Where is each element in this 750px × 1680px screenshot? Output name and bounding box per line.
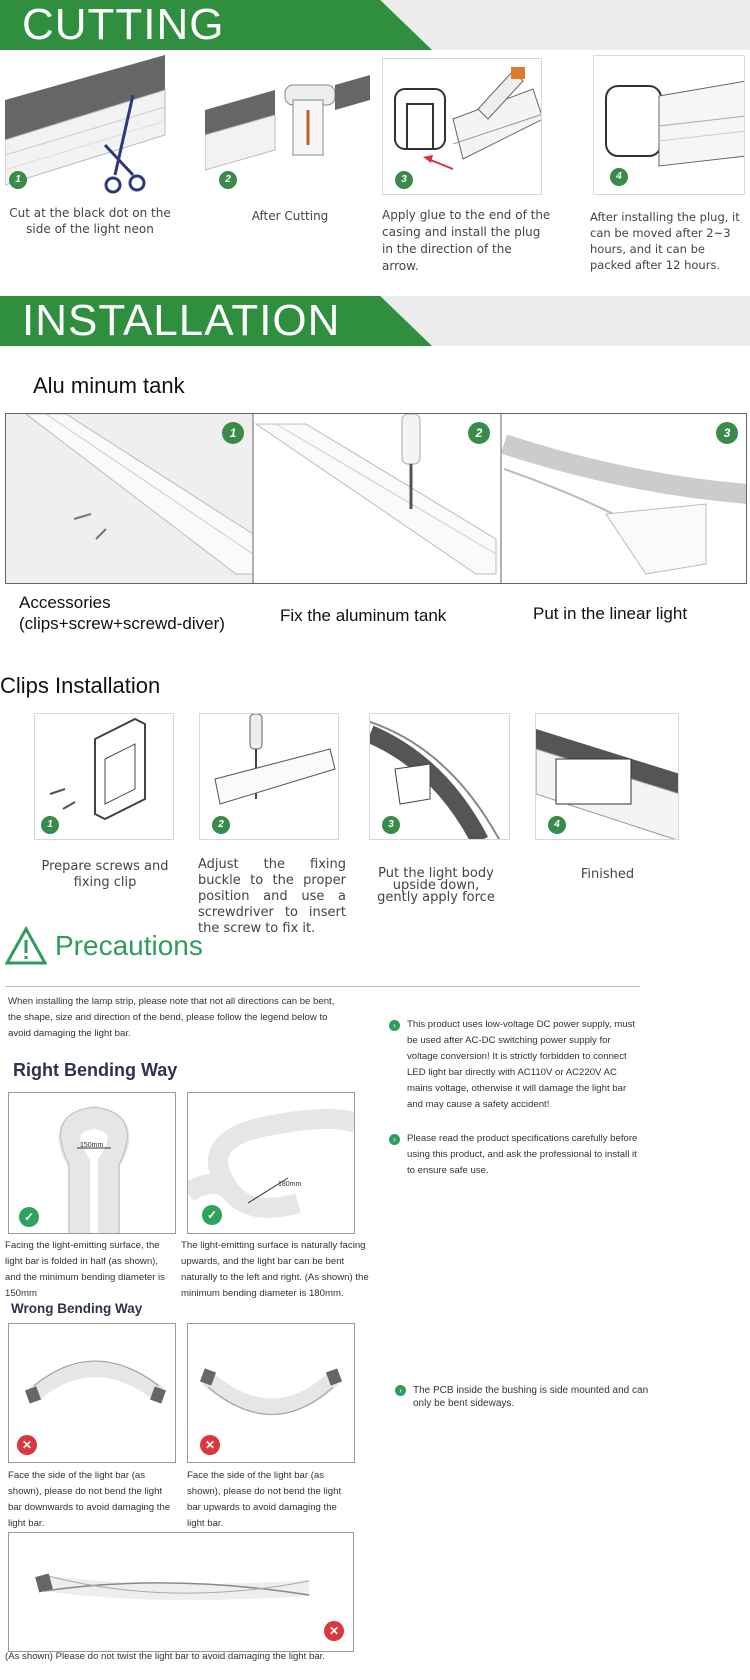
clips-step-3-image [369,713,510,840]
clips-step-1-caption: Prepare screws and fixing clip [41,859,169,890]
clips-step-1-image [34,713,174,840]
clips-step-3-caption: Put the light body upside down, gently apply force [377,866,495,905]
installation-banner [0,296,750,346]
note-3-text: The PCB inside the bushing is side mounted and can only be bent sideways. [413,1385,649,1409]
cutting-step-4-number: 4 [610,168,628,186]
cutting-step-2-number: 2 [219,171,237,189]
check-icon: ✓ [202,1205,222,1225]
clips-step-2-number: 2 [212,816,230,834]
alu-step-2-number: 2 [468,422,490,444]
right-bending-heading: Right Bending Way [13,1060,178,1080]
cross-icon: ✕ [17,1435,37,1455]
twist-caption: (As shown) Please do not twist the light bar to avoid damaging the light bar. [5,1651,325,1662]
clips-step-4-number: 4 [548,816,566,834]
installation-title: INSTALLATION [22,296,341,345]
clips-step-2-image [199,713,339,840]
note-1 [389,1017,639,1113]
cutting-step-1-number: 1 [9,171,27,189]
cutting-title: CUTTING [22,0,225,49]
clips-step-4-image [535,713,679,840]
bullet-icon: › [389,1020,400,1031]
clips-step-4-caption: Finished [580,867,635,882]
cutting-step-3-image [382,58,542,195]
clips-step-2-caption: Adjust the fixing buckle to the proper position and use a screwdriver to insert the screw to fix it. [198,857,346,936]
note-3 [395,1384,655,1410]
clips-step-3-number: 3 [382,816,400,834]
cutting-step-1-image [5,55,170,195]
cross-icon: ✕ [200,1435,220,1455]
cutting-step-4-image [593,55,745,195]
bullet-icon: › [395,1385,406,1396]
wrong-bend-2-caption: Face the side of the light bar (as shown), please do not bend the light bar upwards to avoid damaging the light bar. [187,1470,342,1529]
cutting-step-3-caption: Apply glue to the end of the casing and install the plug in the direction of the arrow. [382,208,551,273]
right-bend-2-label: 180mm [278,1181,302,1188]
right-bend-2-image [187,1092,355,1234]
cross-icon: ✕ [324,1621,344,1641]
cutting-step-1-caption: Cut at the black dot on the side of the light neon [9,206,171,236]
alu-step-3-caption: Put in the linear light [533,604,688,623]
right-bend-1-image [8,1092,176,1234]
divider [5,986,640,987]
warning-icon [5,926,45,966]
alu-step-3-number: 3 [716,422,738,444]
clips-heading: Clips Installation [0,673,161,698]
alu-step-1-number: 1 [222,422,244,444]
cutting-step-2-image [205,55,370,195]
wrong-bend-1-caption: Face the side of the light bar (as shown), please do not bend the light bar downwards to avoid damaging the light bar. [8,1470,171,1529]
alu-tank-heading: Alu minum tank [33,373,185,398]
right-bend-1-caption: Facing the light-emitting surface, the light bar is folded in half (as shown), and the minimum bending diameter is 150mm [5,1240,165,1299]
cutting-step-3-number: 3 [395,171,413,189]
precautions-intro: When installing the lamp strip, please note that not all directions can be bent, the shape, size and direction of the bend, please follow the legend below to avoid damaging the light bar. [8,996,335,1039]
wrong-bending-heading: Wrong Bending Way [11,1301,143,1316]
wrong-bend-2-image [187,1323,355,1463]
wrong-bend-1-image [8,1323,176,1463]
cutting-banner [0,0,750,50]
right-bend-2-caption: The light-emitting surface is naturally facing upwards, and the light bar can be bent naturally to the left and right. (As shown) the minimum bending diameter is 180mm. [181,1240,369,1299]
cutting-step-4-caption: After installing the plug, it can be moved after 2~3 hours, and it can be packed after 12 hours. [590,210,740,272]
alu-tank-strip [5,413,747,584]
note-2 [389,1131,639,1179]
check-icon: ✓ [19,1207,39,1227]
bullet-icon: › [389,1134,400,1145]
right-bend-1-label: 150mm [80,1142,104,1149]
twist-image [8,1532,354,1652]
note-1-text: This product uses low-voltage DC power supply, must be used after AC-DC switching power supply for voltage conversion! It is strictly forbidden to connect LED light bar directly with AC110V or AC220V AC mains voltage, otherwise it will damage the light bar and may cause a safety accident! [407,1019,636,1110]
alu-step-2-caption: Fix the aluminum tank [280,606,447,625]
cutting-step-2-caption: After Cutting [251,209,329,223]
clips-step-1-number: 1 [41,816,59,834]
precautions-title: Precautions [55,930,203,961]
alu-step-1-caption: Accessories (clips+screw+screwd-diver) [19,593,225,633]
note-2-text: Please read the product specifications carefully before using this product, and ask the professional to install it to ensure safe use. [407,1133,638,1176]
